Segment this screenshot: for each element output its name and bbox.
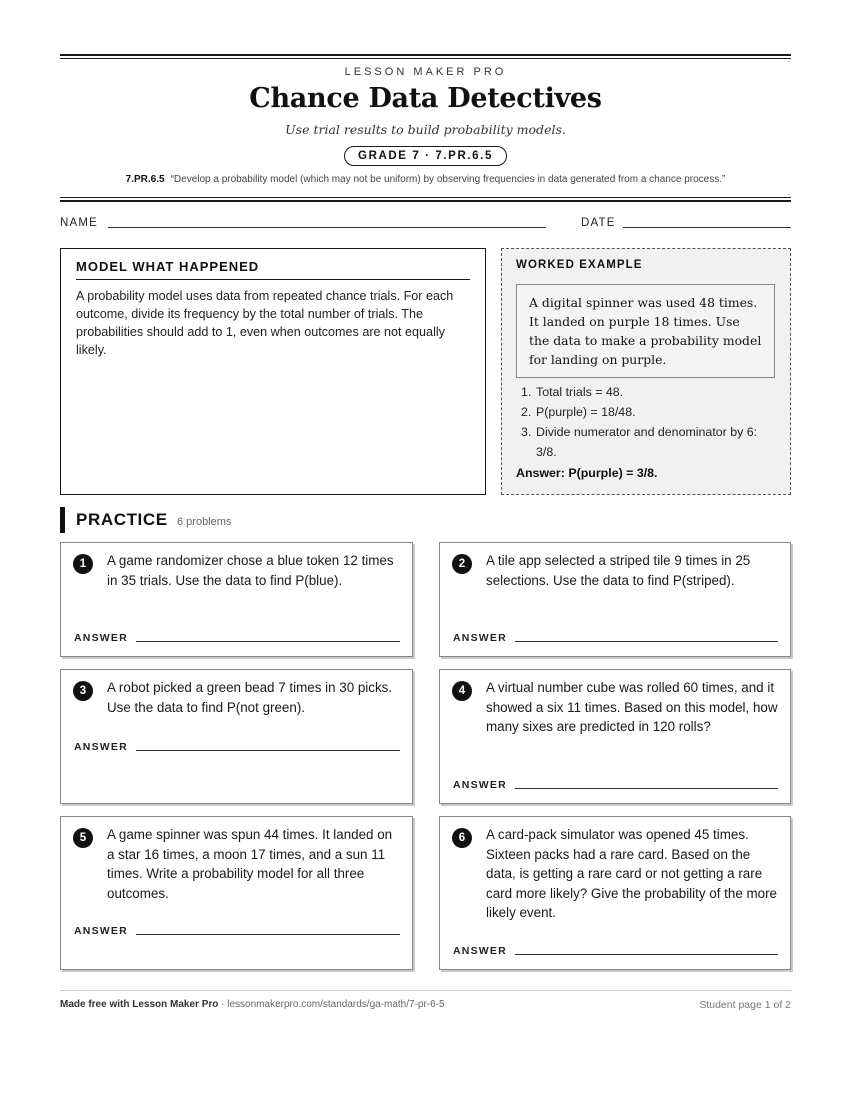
footer-url[interactable]: · lessonmakerpro.com/standards/ga-math/7-pr-6-5: [218, 999, 445, 1010]
worked-example-answer: Answer: P(purple) = 3/8.: [516, 466, 658, 480]
problem-text: A robot picked a green bead 7 times in 30 picks. Use the data to find P(not green).: [107, 680, 393, 715]
answer-field[interactable]: [515, 641, 778, 642]
standard-text: “Develop a probability model (which may not be uniform) by observing frequencies in data generated from a chance process.”: [170, 174, 726, 185]
standard-description: [60, 174, 791, 185]
problem-number-badge: 3: [73, 681, 93, 701]
problem-text: A virtual number cube was rolled 60 times, and it showed a six 11 times. Based on this model, how many sixes are predicted in 120 rolls?: [486, 680, 778, 734]
worked-example-steps: [516, 382, 776, 462]
problem-number-badge: 4: [452, 681, 472, 701]
answer-field[interactable]: [136, 934, 400, 935]
problem-card-3: [60, 669, 413, 804]
answer-label: ANSWER: [74, 741, 128, 753]
answer-label: ANSWER: [453, 632, 507, 644]
problem-card-5: [60, 816, 413, 970]
worksheet-title: Chance Data Detectives: [249, 83, 602, 114]
problem-card-1: [60, 542, 413, 657]
practice-accent-bar: [60, 507, 65, 533]
grade-standard-badge: GRADE 7 · 7.PR.6.5: [344, 146, 507, 166]
answer-label: ANSWER: [453, 945, 507, 957]
practice-count: 6 problems: [177, 516, 232, 528]
answer-field[interactable]: [515, 788, 778, 789]
page-number: Student page 1 of 2: [699, 999, 791, 1011]
problem-text: A game randomizer chose a blue token 12 times in 35 trials. Use the data to find P(blue).: [107, 553, 394, 588]
worked-step: 2. P(purple) = 18/48.: [521, 405, 636, 419]
name-label: NAME: [60, 217, 99, 229]
worked-example-prompt: A digital spinner was used 48 times. It landed on purple 18 times. Use the data to make a probability model for landing on purple.: [516, 284, 775, 378]
model-heading: MODEL WHAT HAPPENED: [76, 259, 470, 280]
worksheet-page: [60, 0, 791, 1100]
answer-field[interactable]: [136, 641, 400, 642]
problem-number-badge: 2: [452, 554, 472, 574]
problem-card-6: [439, 816, 791, 970]
problem-text: A card-pack simulator was opened 45 times. Sixteen packs had a rare card. Based on the data, is getting a rare card or not getting a rare card more likely? Give the probability of the more likely event.: [486, 827, 778, 920]
worked-step: 1. Total trials = 48.: [521, 385, 624, 399]
brand-name: LESSON MAKER PRO: [344, 66, 507, 78]
answer-label: ANSWER: [74, 632, 128, 644]
footer-made-with: Made free with Lesson Maker Pro: [60, 999, 219, 1010]
answer-field[interactable]: [136, 750, 400, 751]
answer-label: ANSWER: [453, 779, 507, 791]
header-top-rule: [60, 54, 791, 59]
problem-number-badge: 5: [73, 828, 93, 848]
standard-code: 7.PR.6.5: [125, 174, 165, 185]
problem-text: A tile app selected a striped tile 9 times in 25 selections. Use the data to find P(striped).: [486, 553, 751, 588]
answer-label: ANSWER: [74, 925, 128, 937]
problem-card-2: [439, 542, 791, 657]
problem-number-badge: 1: [73, 554, 93, 574]
worked-example-heading: WORKED EXAMPLE: [516, 259, 643, 271]
worked-example-panel: [501, 248, 791, 495]
footer-credit: [60, 999, 445, 1010]
problem-text: A game spinner was spun 44 times. It landed on a star 16 times, a moon 17 times, and a sun 11 times. Write a probability model for all three outcomes.: [107, 827, 393, 901]
date-field[interactable]: [623, 227, 791, 228]
worked-step: 3. Divide numerator and denominator by 6: 3/8.: [521, 425, 758, 459]
model-body: A probability model uses data from repeated chance trials. For each outcome, divide its frequency by the total number of trials. The probabilities should add to 1, even when outcomes are not equally likely.: [76, 289, 454, 357]
model-panel: [60, 248, 486, 495]
date-label: DATE: [581, 217, 616, 229]
answer-field[interactable]: [515, 954, 778, 955]
name-field[interactable]: [108, 227, 546, 228]
practice-heading: PRACTICE: [76, 510, 168, 529]
header-bottom-rule: [60, 197, 791, 202]
worksheet-subtitle: Use trial results to build probability models.: [285, 122, 566, 137]
problem-card-4: [439, 669, 791, 804]
problem-number-badge: 6: [452, 828, 472, 848]
footer-rule: [60, 990, 791, 991]
